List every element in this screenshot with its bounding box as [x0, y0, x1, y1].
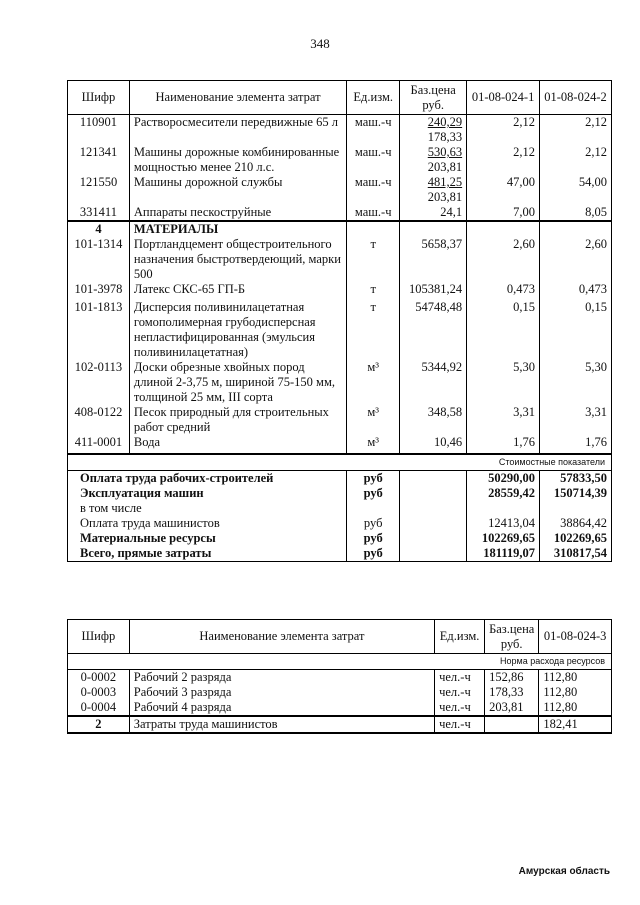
- header-unit: Ед.изм.: [347, 81, 400, 115]
- resource-name: Затраты труда машинистов: [129, 716, 434, 733]
- table-row: [68, 282, 612, 300]
- base-price: [400, 205, 467, 221]
- cost-name: Материальные ресурсы: [68, 531, 347, 546]
- page-number: 348: [310, 36, 330, 51]
- cost-unit: [347, 501, 400, 516]
- table-row: [68, 237, 612, 282]
- norm-col2: 0,473: [540, 282, 612, 300]
- resource-name: Рабочий 2 разряда: [129, 670, 434, 686]
- norm-col3: 112,80: [539, 670, 612, 686]
- resource-name: Машины дорожной службы: [129, 175, 346, 205]
- norm-col1: 0,15: [467, 300, 540, 360]
- base-price: 5658,37: [400, 237, 467, 282]
- norm-col3: 112,80: [539, 700, 612, 716]
- base-price: 203,81: [485, 700, 539, 716]
- header-name: Наименование элемента затрат: [129, 620, 434, 654]
- table-row: [68, 175, 612, 205]
- header-code: Шифр: [68, 620, 130, 654]
- header-unit: Ед.изм.: [435, 620, 485, 654]
- table-row: [68, 115, 612, 146]
- resource-name: Дисперсия поливинилацетатная гомополимерная грубодисперсная непластифицированная (эмульсия поливинилацетатная): [129, 300, 346, 360]
- cost-col2: 38864,42: [540, 516, 612, 531]
- table-row: [68, 360, 612, 405]
- resource-name: Доски обрезные хвойных пород длиной 2-3,75 м, шириной 75-150 мм, толщиной 25 мм, III сорта: [129, 360, 346, 405]
- cost-row: [68, 516, 612, 531]
- empty-cell: [400, 546, 467, 562]
- cost-unit: руб: [347, 471, 400, 487]
- resource-table-1: [67, 80, 612, 562]
- base-price: 10,46: [400, 435, 467, 454]
- norm-col2: 54,00: [540, 175, 612, 205]
- base-price: [400, 175, 467, 205]
- header-col2: 01-08-024-2: [540, 81, 612, 115]
- cost-col2: [540, 501, 612, 516]
- norm-col2: 3,31: [540, 405, 612, 435]
- cost-name: Эксплуатация машин: [68, 486, 347, 501]
- base-price: [400, 145, 467, 175]
- header-name: Наименование элемента затрат: [129, 81, 346, 115]
- resource-code: 101-1813: [68, 300, 130, 360]
- cost-col2: 57833,50: [540, 471, 612, 487]
- resource-code: 0-0003: [68, 685, 130, 700]
- norm-col1: 2,12: [467, 145, 540, 175]
- norm-col2: 8,05: [540, 205, 612, 221]
- section-row: [68, 221, 612, 237]
- cost-col1: [467, 501, 540, 516]
- cost-unit: руб: [347, 531, 400, 546]
- cost-row: [68, 486, 612, 501]
- empty-cell: [467, 221, 540, 237]
- empty-cell: [400, 516, 467, 531]
- norm-caption: Норма расхода ресурсов: [68, 654, 612, 670]
- base-price: 105381,24: [400, 282, 467, 300]
- price-value: 481,25: [427, 175, 463, 189]
- region-footer: Амурская область: [518, 866, 610, 877]
- base-price: 178,33: [485, 685, 539, 700]
- resource-name: Рабочий 3 разряда: [129, 685, 434, 700]
- header-code: Шифр: [68, 81, 130, 115]
- table1-header: [68, 81, 612, 115]
- norm-col1: 3,31: [467, 405, 540, 435]
- resource-name: Портландцемент общестроительного назначения быстротвердеющий, марки 500: [129, 237, 346, 282]
- cost-row: [68, 531, 612, 546]
- resource-unit: маш.-ч: [347, 205, 400, 221]
- resource-code: 121550: [68, 175, 130, 205]
- resource-code: 101-3978: [68, 282, 130, 300]
- resource-unit: чел.-ч: [435, 670, 485, 686]
- section-title: МАТЕРИАЛЫ: [129, 221, 346, 237]
- norm-col2: 0,15: [540, 300, 612, 360]
- table-row: [68, 700, 612, 716]
- resource-unit: т: [347, 237, 400, 282]
- base-price: 54748,48: [400, 300, 467, 360]
- cost-name: Оплата труда рабочих-строителей: [68, 471, 347, 487]
- resource-code: 0-0002: [68, 670, 130, 686]
- table-row: [68, 685, 612, 700]
- price-value: 24,1: [440, 205, 463, 219]
- resource-unit: м³: [347, 405, 400, 435]
- norm-col1: 2,60: [467, 237, 540, 282]
- table-row: [68, 405, 612, 435]
- empty-cell: [400, 221, 467, 237]
- cost-col1: 102269,65: [467, 531, 540, 546]
- empty-cell: [540, 221, 612, 237]
- resource-code: 121341: [68, 145, 130, 175]
- base-price: 348,58: [400, 405, 467, 435]
- resource-code: 101-1314: [68, 237, 130, 282]
- cost-col1: 50290,00: [467, 471, 540, 487]
- resource-name: Рабочий 4 разряда: [129, 700, 434, 716]
- resource-name: Латекс СКС-65 ГП-Б: [129, 282, 346, 300]
- resource-unit: чел.-ч: [435, 716, 485, 733]
- table-row: [68, 300, 612, 360]
- cost-row: [68, 471, 612, 487]
- table2-header: [68, 620, 612, 654]
- table-row: [68, 145, 612, 175]
- cost-col2: 310817,54: [540, 546, 612, 562]
- cost-name: Оплата труда машинистов: [68, 516, 347, 531]
- header-col1: 01-08-024-1: [467, 81, 540, 115]
- caption-row: [68, 454, 612, 471]
- resource-name: Песок природный для строительных работ средний: [129, 405, 346, 435]
- resource-name: Аппараты пескоструйные: [129, 205, 346, 221]
- resource-name: Машины дорожные комбинированные мощностью менее 210 л.с.: [129, 145, 346, 175]
- cost-unit: руб: [347, 546, 400, 562]
- price-secondary: 203,81: [427, 160, 463, 174]
- resource-code: 110901: [68, 115, 130, 146]
- header-price: Баз.цена руб.: [400, 81, 467, 115]
- resource-code: 408-0122: [68, 405, 130, 435]
- resource-code: 331411: [68, 205, 130, 221]
- resource-unit: маш.-ч: [347, 115, 400, 146]
- resource-unit: м³: [347, 360, 400, 405]
- price-secondary: 203,81: [427, 190, 463, 204]
- resource-unit: маш.-ч: [347, 145, 400, 175]
- resource-code: 102-0113: [68, 360, 130, 405]
- norm-col1: 47,00: [467, 175, 540, 205]
- base-price: [485, 716, 539, 733]
- norm-col1: 7,00: [467, 205, 540, 221]
- norm-col3: 112,80: [539, 685, 612, 700]
- cost-col2: 102269,65: [540, 531, 612, 546]
- cost-name: в том числе: [68, 501, 347, 516]
- cost-col1: 181119,07: [467, 546, 540, 562]
- cost-col1: 12413,04: [467, 516, 540, 531]
- resource-name: Растворосмесители передвижные 65 л: [129, 115, 346, 146]
- cost-row: [68, 546, 612, 562]
- section-number: 2: [68, 716, 130, 733]
- base-price: [400, 115, 467, 146]
- resource-unit: м³: [347, 435, 400, 454]
- empty-cell: [347, 221, 400, 237]
- norm-col1: 0,473: [467, 282, 540, 300]
- caption-row: [68, 654, 612, 670]
- section-number: 4: [68, 221, 130, 237]
- empty-cell: [400, 501, 467, 516]
- cost-name: Всего, прямые затраты: [68, 546, 347, 562]
- resource-unit: маш.-ч: [347, 175, 400, 205]
- resource-unit: чел.-ч: [435, 700, 485, 716]
- resource-unit: т: [347, 282, 400, 300]
- table-row: [68, 205, 612, 221]
- norm-col2: 2,12: [540, 115, 612, 146]
- empty-cell: [400, 486, 467, 501]
- price-value: 240,29: [427, 115, 463, 129]
- table-row: [68, 435, 612, 454]
- resource-name: Вода: [129, 435, 346, 454]
- cost-caption: Стоимостные показатели: [68, 454, 612, 471]
- empty-cell: [400, 471, 467, 487]
- norm-col2: 1,76: [540, 435, 612, 454]
- cost-unit: руб: [347, 516, 400, 531]
- resource-unit: чел.-ч: [435, 685, 485, 700]
- norm-col2: 5,30: [540, 360, 612, 405]
- resource-code: 411-0001: [68, 435, 130, 454]
- norm-col3: 182,41: [539, 716, 612, 733]
- norm-col1: 1,76: [467, 435, 540, 454]
- norm-col2: 2,12: [540, 145, 612, 175]
- cost-row: [68, 501, 612, 516]
- empty-cell: [400, 531, 467, 546]
- norm-col2: 2,60: [540, 237, 612, 282]
- resource-code: 0-0004: [68, 700, 130, 716]
- base-price: 152,86: [485, 670, 539, 686]
- base-price: 5344,92: [400, 360, 467, 405]
- resource-unit: т: [347, 300, 400, 360]
- price-value: 530,63: [427, 145, 463, 159]
- cost-col2: 150714,39: [540, 486, 612, 501]
- norm-col1: 5,30: [467, 360, 540, 405]
- norm-col1: 2,12: [467, 115, 540, 146]
- cost-col1: 28559,42: [467, 486, 540, 501]
- cost-unit: руб: [347, 486, 400, 501]
- resource-table-2: [67, 619, 612, 734]
- table-row: [68, 670, 612, 686]
- table-row: [68, 716, 612, 733]
- header-price: Баз.цена руб.: [485, 620, 539, 654]
- price-secondary: 178,33: [427, 130, 463, 144]
- header-col3: 01-08-024-3: [539, 620, 612, 654]
